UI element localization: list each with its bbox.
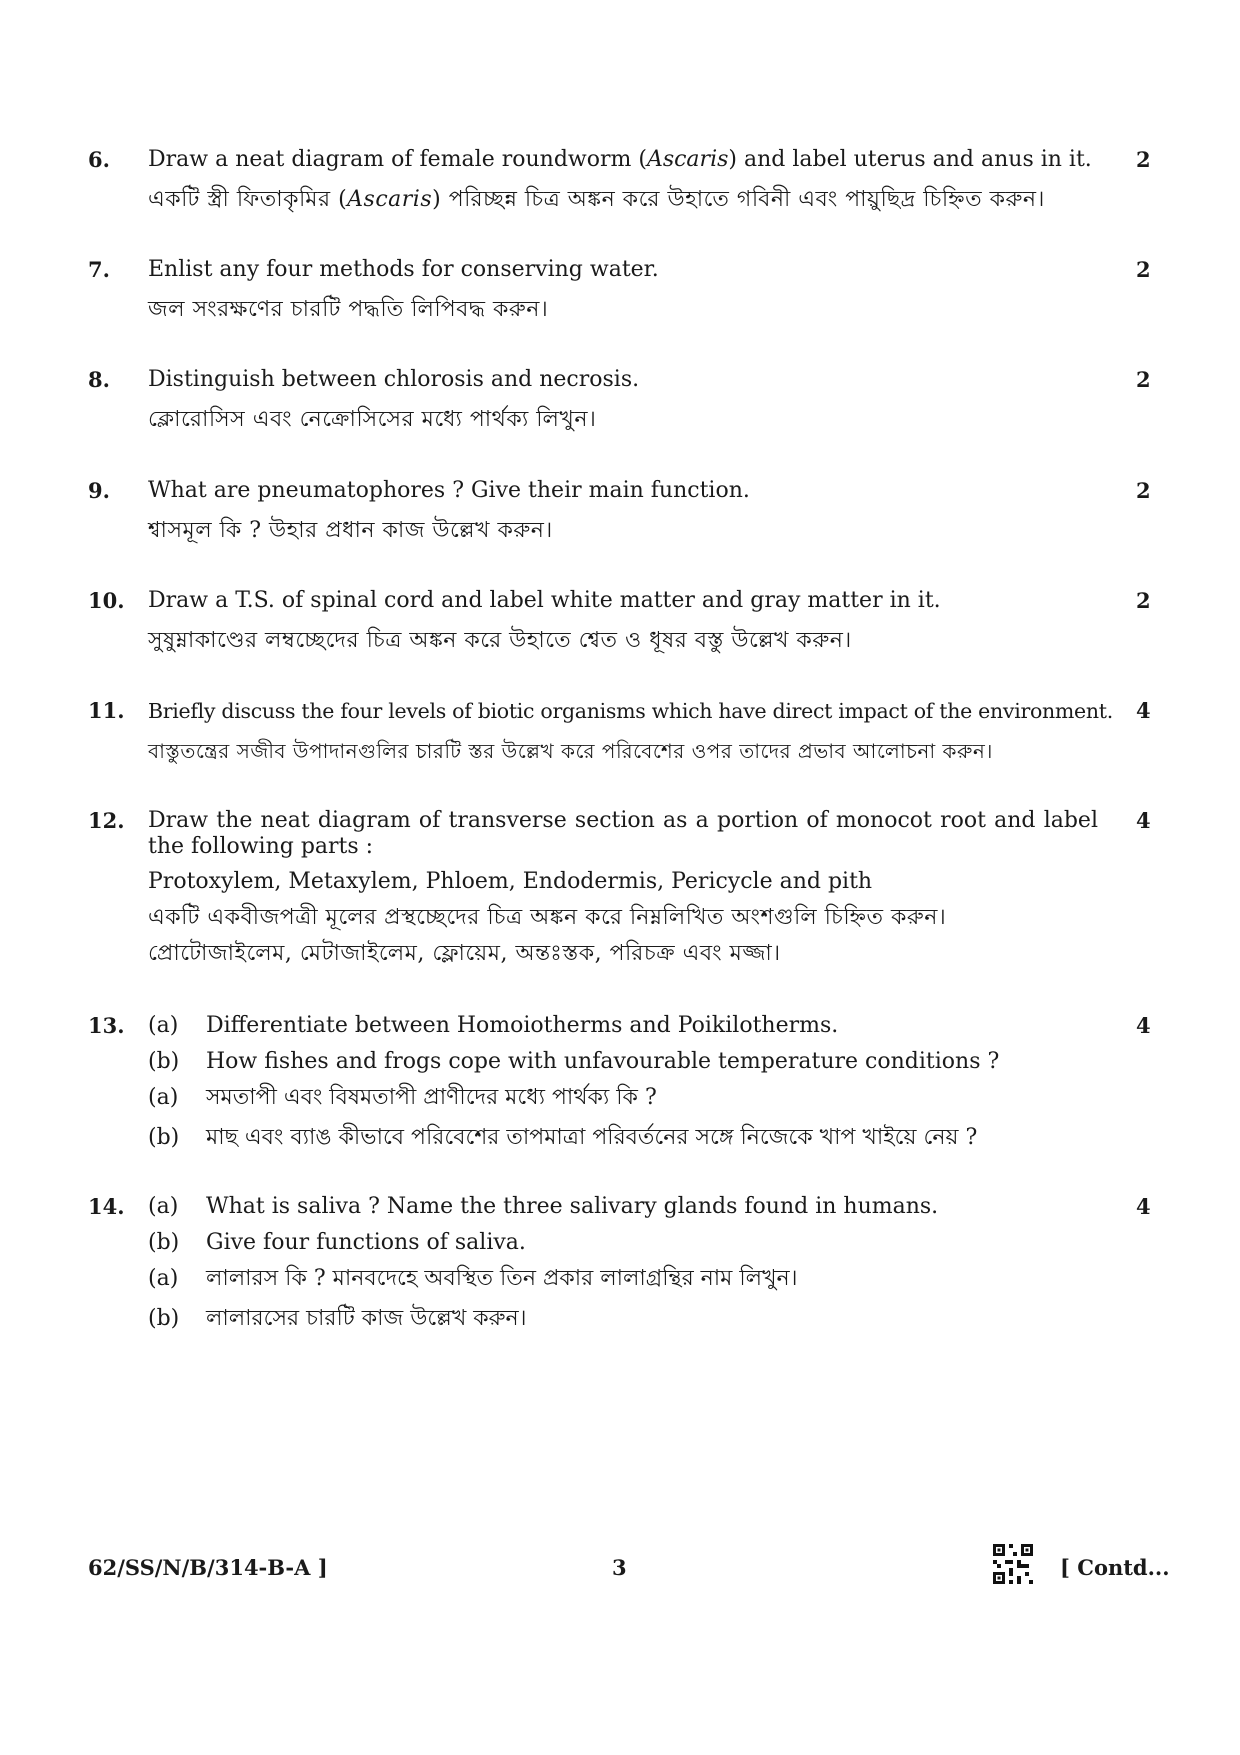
sub-label: (b)	[148, 1125, 180, 1150]
question-number: 8.	[88, 367, 110, 392]
continued-label: [ Contd...	[1060, 1555, 1170, 1580]
page-footer	[0, 1552, 1240, 1592]
question-text-bengali: একটি একবীজপত্রী মূলের প্রস্থচ্ছেদের চিত্র অঙ্কন করে নিম্নলিখিত অংশগুলি চিহ্নিত করুন।	[148, 905, 947, 930]
sub-text: লালারস কি ? মানবদেহে অবস্থিত তিন প্রকার লালাগ্রন্থির নাম লিখুন।	[206, 1266, 798, 1291]
sub-label: (b)	[148, 1049, 180, 1074]
sub-question	[148, 1227, 1098, 1263]
question-number: 11.	[88, 698, 125, 723]
sub-text: Give four functions of saliva.	[206, 1230, 526, 1255]
parts-list-english: Protoxylem, Metaxylem, Phloem, Endodermis, Pericycle and pith	[148, 869, 873, 894]
question-number: 14.	[88, 1194, 125, 1219]
question-body	[148, 254, 1098, 326]
question-text-english: Briefly discuss the four levels of biotic organisms which have direct impact of the environment.	[148, 699, 1113, 723]
question-text-english: Draw a neat diagram of female roundworm (Ascaris) and label uterus and anus in it.	[148, 147, 1092, 172]
marks: 2	[1136, 257, 1151, 282]
question-body	[148, 1010, 1098, 1162]
question-number: 6.	[88, 147, 110, 172]
question-text-bengali: শ্বাসমূল কি ? উহার প্রধান কাজ উল্লেখ করুন।	[148, 518, 553, 543]
question-text-bengali: সুষুম্নাকাণ্ডের লম্বচ্ছেদের চিত্র অঙ্কন করে উহাতে শ্বেত ও ধূষর বস্তু উল্লেখ করুন।	[148, 628, 852, 653]
sub-question	[148, 1303, 1098, 1343]
sub-label: (b)	[148, 1230, 180, 1255]
question-text-bengali: বাস্তুতন্ত্রের সজীব উপাদানগুলির চারটি স্তর উল্লেখ করে পরিবেশের ওপর তাদের প্রভাব আলোচনা করুন।	[148, 739, 993, 763]
question-body	[148, 585, 1098, 657]
question-body	[148, 475, 1098, 547]
marks: 2	[1136, 367, 1151, 392]
parts-list-bengali: প্রোটোজাইলেম, মেটাজাইলেম, ফ্লোয়েম, অন্তঃস্তক, পরিচক্র এবং মজ্জা।	[148, 941, 781, 966]
sub-label: (a)	[148, 1085, 179, 1110]
sub-question	[148, 1082, 1098, 1122]
sub-text: সমতাপী এবং বিষমতাপী প্রাণীদের মধ্যে পার্থক্য কি ?	[206, 1085, 657, 1110]
marks: 2	[1136, 147, 1151, 172]
sub-question	[148, 1046, 1098, 1082]
question-body	[148, 364, 1098, 436]
marks: 2	[1136, 588, 1151, 613]
sub-text: How fishes and frogs cope with unfavourable temperature conditions ?	[206, 1049, 1000, 1074]
sub-question	[148, 1010, 1098, 1046]
question-body	[148, 1191, 1098, 1343]
sub-question	[148, 1191, 1098, 1227]
question-text-english: Draw the neat diagram of transverse section as a portion of monocot root and label the following parts :	[148, 808, 1098, 859]
sub-label: (a)	[148, 1194, 179, 1219]
sub-text: লালারসের চারটি কাজ উল্লেখ করুন।	[206, 1306, 527, 1331]
qr-code-icon	[993, 1544, 1033, 1584]
question-text-bengali: ক্লোরোসিস এবং নেক্রোসিসের মধ্যে পার্থক্য লিখুন।	[148, 407, 597, 432]
marks: 4	[1136, 1194, 1151, 1219]
question-text-english: What are pneumatophores ? Give their main function.	[148, 478, 750, 503]
marks: 4	[1136, 698, 1151, 723]
question-body	[148, 695, 1113, 767]
question-text-bengali: জল সংরক্ষণের চারটি পদ্ধতি লিপিবদ্ধ করুন।	[148, 297, 549, 322]
paper-code: 62/SS/N/B/314-B-A ]	[88, 1555, 328, 1580]
marks: 4	[1136, 808, 1151, 833]
sub-question	[148, 1122, 1098, 1162]
question-text-bengali: একটি স্ত্রী ফিতাকৃমির (Ascaris) পরিচ্ছন্ন চিত্র অঙ্কন করে উহাতে গবিনী এবং পায়ুছিদ্র চিহ্নিত করুন।	[148, 187, 1045, 212]
sub-text: What is saliva ? Name the three salivary glands found in humans.	[206, 1194, 939, 1219]
sub-question	[148, 1263, 1098, 1303]
question-number: 13.	[88, 1013, 125, 1038]
sub-label: (a)	[148, 1266, 179, 1291]
sub-text: Differentiate between Homoiotherms and Poikilotherms.	[206, 1013, 839, 1038]
sub-label: (b)	[148, 1306, 180, 1331]
question-number: 12.	[88, 808, 125, 833]
question-text-english: Distinguish between chlorosis and necrosis.	[148, 367, 640, 392]
question-number: 10.	[88, 588, 125, 613]
question-body	[148, 805, 1098, 970]
marks: 2	[1136, 478, 1151, 503]
page-number: 3	[612, 1555, 627, 1580]
question-number: 7.	[88, 257, 110, 282]
marks: 4	[1136, 1013, 1151, 1038]
question-text-english: Enlist any four methods for conserving water.	[148, 257, 659, 282]
sub-text: মাছ এবং ব্যাঙ কীভাবে পরিবেশের তাপমাত্রা পরিবর্তনের সঙ্গে নিজেকে খাপ খাইয়ে নেয় ?	[206, 1125, 978, 1150]
sub-label: (a)	[148, 1013, 179, 1038]
question-text-english: Draw a T.S. of spinal cord and label white matter and gray matter in it.	[148, 588, 941, 613]
question-body	[148, 144, 1098, 216]
question-number: 9.	[88, 478, 110, 503]
